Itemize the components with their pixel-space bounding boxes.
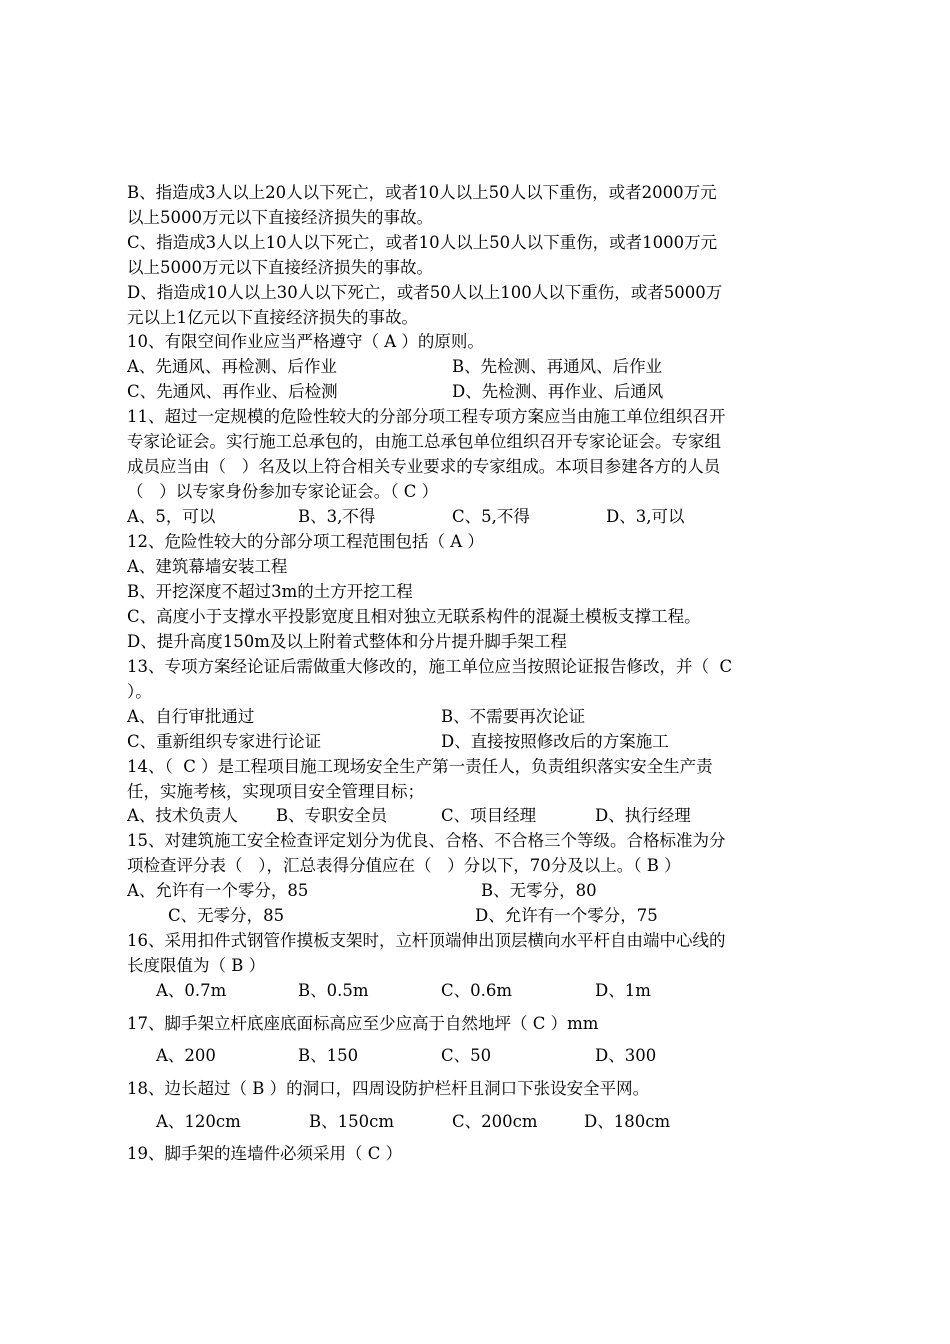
q11-stem-line3: 成员应当由（ ）名及以上符合相关专业要求的专家组成。本项目参建各方的人员 [127, 457, 721, 476]
q18-option-a: A、120cm [156, 1112, 241, 1131]
q9-option-b-line1: B、指造成3人以上20人以下死亡，或者10人以上50人以下重伤，或者2000万元 [127, 183, 717, 202]
q16-option-d: D、1m [595, 981, 651, 1000]
q14-option-d: D、执行经理 [595, 806, 691, 825]
q14-option-a: A、技术负责人 [127, 806, 238, 825]
q17-option-d: D、300 [595, 1046, 657, 1065]
q18-stem: 18、边长超过（ B ）的洞口，四周设防护栏杆且洞口下张设安全平网。 [127, 1079, 650, 1098]
q9-option-d-line1: D、指造成10人以上30人以下死亡，或者50人以上100人以下重伤，或者5000万 [127, 283, 723, 302]
q10-option-a: A、先通风、再检测、后作业 [127, 357, 337, 376]
q18-option-b: B、150cm [309, 1112, 395, 1131]
q13-stem-line1: 13、专项方案经论证后需做重大修改的，施工单位应当按照论证报告修改，并（ C [127, 657, 733, 676]
q16-stem-line2: 长度限值为（ B ） [127, 956, 266, 975]
q10-option-b: B、先检测、再通风、后作业 [452, 357, 663, 376]
q10-option-c: C、先通风、再作业、后检测 [127, 382, 338, 401]
q10-stem: 10、有限空间作业应当严格遵守（ A ）的原则。 [127, 332, 484, 351]
q11-option-a: A、5，可以 [127, 507, 216, 526]
q15-stem-line1: 15、对建筑施工安全检查评定划分为优良、合格、不合格三个等级。合格标准为分 [127, 831, 726, 850]
q11-option-b: B、3,不得 [298, 507, 376, 526]
q15-stem-line2: 项检查评分表（ ），汇总表得分值应在（ ）分以下，70分及以上。（ B ） [127, 856, 681, 875]
q17-option-c: C、50 [441, 1046, 492, 1065]
q16-option-b: B、0.5m [298, 981, 369, 1000]
q9-option-c-line1: C、指造成3人以上10人以下死亡，或者10人以上50人以下重伤，或者1000万元 [127, 233, 718, 252]
q11-stem-line2: 专家论证会。实行施工总承包的，由施工总承包单位组织召开专家论证会。专家组 [127, 432, 721, 451]
q11-option-c: C、5,不得 [452, 507, 530, 526]
q18-option-c: C、200cm [452, 1112, 538, 1131]
q17-option-a: A、200 [156, 1046, 216, 1065]
q17-option-b: B、150 [298, 1046, 359, 1065]
q12-stem: 12、危险性较大的分部分项工程范围包括（ A ） [127, 532, 484, 551]
q13-option-b: B、不需要再次论证 [441, 707, 586, 726]
q12-option-c: C、高度小于支撑水平投影宽度且相对独立无联系构件的混凝土模板支撑工程。 [127, 607, 701, 626]
q13-stem-line2: ）。 [127, 682, 152, 701]
q18-option-d: D、180cm [584, 1112, 671, 1131]
q9-option-c-line2: 以上5000万元以下直接经济损失的事故。 [127, 258, 433, 277]
q12-option-a: A、建筑幕墙安装工程 [127, 557, 288, 576]
q15-option-a: A、允许有一个零分，85 [127, 881, 309, 900]
q11-stem-line1: 11、超过一定规模的危险性较大的分部分项工程专项方案应当由施工单位组织召开 [127, 407, 726, 426]
q13-option-a: A、自行审批通过 [127, 707, 255, 726]
q10-option-d: D、先检测、再作业、后通风 [452, 382, 664, 401]
q11-option-d: D、3,可以 [606, 507, 685, 526]
q14-stem-line1: 14、（ C ）是工程项目施工现场安全生产第一责任人，负责组织落实安全生产责 [127, 757, 713, 776]
q15-option-d: D、允许有一个零分，75 [475, 906, 658, 925]
q16-option-a: A、0.7m [156, 981, 227, 1000]
q16-stem-line1: 16、采用扣件式钢管作摸板支架时，立杆顶端伸出顶层横向水平杆自由端中心线的 [127, 931, 726, 950]
q16-option-c: C、0.6m [441, 981, 513, 1000]
q14-stem-line2: 任，实施考核，实现项目安全管理目标； [127, 782, 424, 801]
q19-stem: 19、脚手架的连墙件必须采用（ C ） [127, 1144, 403, 1163]
q17-stem: 17、脚手架立杆底座底面标高应至少应高于自然地坪（ C ）mm [127, 1014, 599, 1033]
q15-option-b: B、无零分，80 [481, 881, 597, 900]
q11-stem-line4: （ ）以专家身份参加专家论证会。（ C ） [127, 482, 439, 501]
q13-option-d: D、直接按照修改后的方案施工 [441, 732, 669, 751]
q13-option-c: C、重新组织专家进行论证 [127, 732, 322, 751]
q9-option-b-line2: 以上5000万元以下直接经济损失的事故。 [127, 208, 433, 227]
q12-option-b: B、开挖深度不超过3m的土方开挖工程 [127, 582, 413, 601]
q14-option-b: B、专职安全员 [276, 806, 388, 825]
q12-option-d: D、提升高度150m及以上附着式整体和分片提升脚手架工程 [127, 632, 567, 651]
q9-option-d-line2: 元以上1亿元以下直接经济损失的事故。 [127, 308, 418, 327]
q14-option-c: C、项目经理 [441, 806, 537, 825]
q15-option-c: C、无零分，85 [168, 906, 285, 925]
